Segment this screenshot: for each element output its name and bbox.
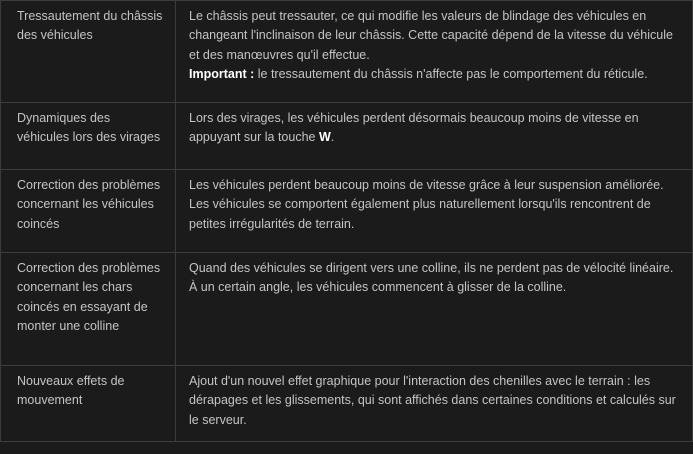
table-row: [1, 253, 693, 366]
table-row: [1, 170, 693, 253]
feature-cell: Correction des problèmes concernant les chars coincés en essayant de monter une colline: [1, 253, 176, 366]
feature-cell: Nouveaux effets de mouvement: [1, 366, 176, 442]
table-row: [1, 1, 693, 103]
feature-cell: Correction des problèmes concernant les véhicules coincés: [1, 170, 176, 253]
table-row: [1, 366, 693, 442]
feature-cell: Tressautement du châssis des véhicules: [1, 1, 176, 103]
description-cell: [176, 103, 693, 170]
important-text: le tressautement du châssis n'affecte pas le comportement du réticule.: [254, 67, 648, 82]
table-row: [1, 103, 693, 170]
key-label: W: [318, 130, 331, 145]
description-cell: Quand des véhicules se dirigent vers une colline, ils ne perdent pas de vélocité linéaire. À un certain angle, les véhicules commencent à glisser de la colline.: [176, 253, 693, 366]
description-text: Le châssis peut tressauter, ce qui modifie les valeurs de blindage des véhicules en changeant l'inclinaison de leur châssis. Cette capacité dépend de la vitesse du véhicule et des manœuvres qu'il effectue.: [189, 9, 673, 62]
description-cell: [176, 1, 693, 103]
feature-cell: Dynamiques des véhicules lors des virages: [1, 103, 176, 170]
description-cell: Les véhicules perdent beaucoup moins de vitesse grâce à leur suspension améliorée. Les véhicules se comportent également plus naturellement lorsqu'ils rencontrent de petites irrégularités de terrain.: [176, 170, 693, 253]
description-cell: Ajout d'un nouvel effet graphique pour l'interaction des chenilles avec le terrain : les dérapages et les glissements, qui sont affichés dans certaines conditions et calculés sur le serveur.: [176, 366, 693, 442]
description-text-end: .: [330, 130, 335, 145]
important-label: Important :: [189, 67, 255, 82]
description-text: Lors des virages, les véhicules perdent désormais beaucoup moins de vitesse en appuyant sur la touche: [189, 111, 639, 145]
